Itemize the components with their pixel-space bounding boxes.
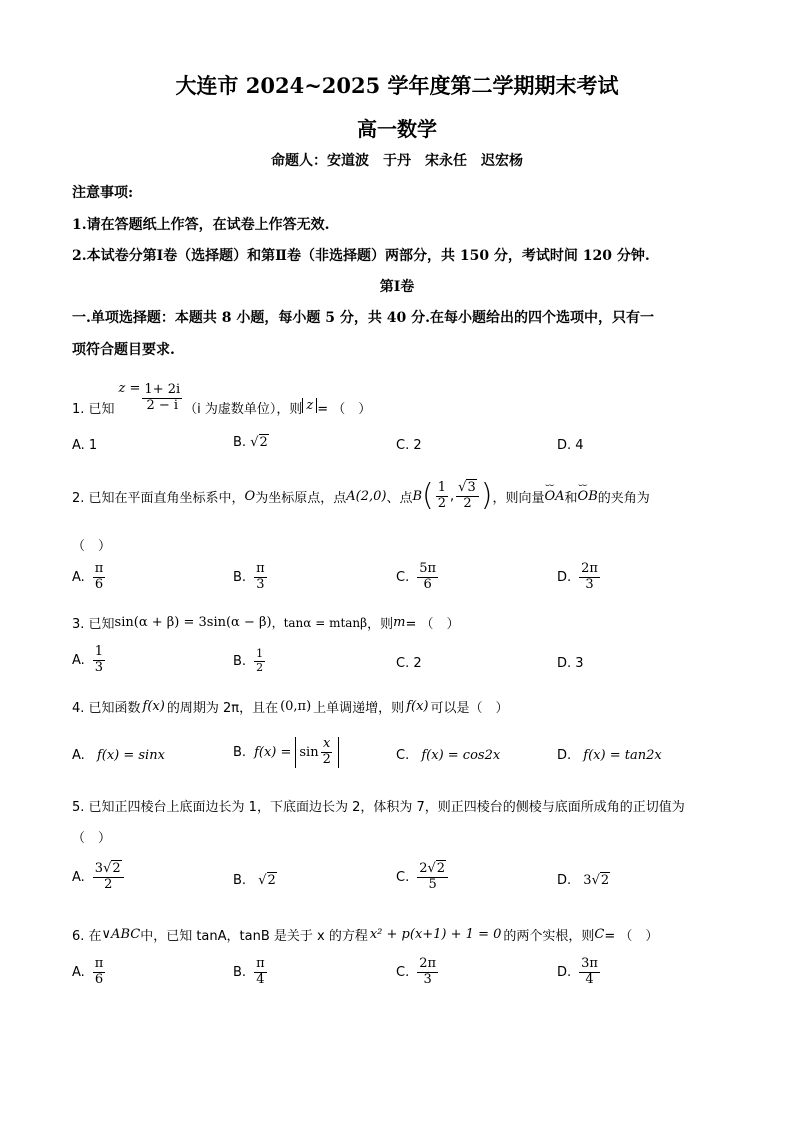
q5-line2: （ ） — [72, 831, 112, 846]
q6-prefix: 6. 在 — [72, 929, 102, 944]
q6-option-b: B. $\frac{\pi}{4}$ — [233, 956, 265, 987]
q6-option-a: A. $\frac{\pi}{6}$ — [72, 956, 104, 987]
q2-text-d: ，则向量 — [492, 490, 545, 506]
q2-text-a: 2. 已知在平面直角坐标系中， — [72, 490, 245, 506]
q3-end: = （ ） — [405, 617, 460, 632]
q4-mid1: 的周期为 2π，且在 — [166, 701, 279, 716]
q2-vector-ob: ⌣⌣ OB — [578, 489, 598, 504]
q2-text-b: 为坐标原点，点 — [255, 490, 347, 506]
q3-equation: sin(α + β) = 3sin(α − β) — [114, 615, 272, 630]
q4-option-c: C. f(x) = cos2x — [396, 748, 501, 763]
q1-option-b: B. √2 — [233, 435, 268, 450]
question-6 — [72, 925, 658, 944]
q2-option-b: B. $\frac{\pi}{3}$ — [233, 561, 265, 592]
q6-c: C — [594, 927, 605, 942]
section-instructions-line2: 项符合题目要求. — [72, 342, 175, 358]
q4-interval: (0,π) — [280, 699, 312, 714]
q2-paren-right: ) — [480, 478, 493, 513]
q3-option-b: B. $\frac{1}{2}$ — [233, 647, 264, 674]
q2-paren-left: ( — [422, 478, 434, 513]
q1-denominator: 2 − i — [146, 398, 179, 413]
question-2: 2. 已知在平面直角坐标系中， O 为坐标原点，点 A(2,0) 、点 B ( $\frac{1}{2}$ , $\frac{√3}{2}$ ) ，则向量 ⌣⌣ OA 和 ⌣⌣ OB 的夹角为 — [72, 470, 650, 522]
q1-abs-z: z — [302, 398, 317, 413]
q4-prefix: 4. 已知函数 — [72, 701, 141, 716]
question-1 — [72, 372, 371, 417]
q3-equation-2: ，tanα = mtanβ — [271, 616, 368, 630]
q5-option-c: C. $\frac{2√2}{5}$ — [396, 862, 450, 893]
q1-prefix: 1. 已知 — [72, 402, 115, 417]
q5-line1: 5. 已知正四棱台上底面边长为 1，下底面边长为 2，体积为 7，则正四棱台的侧棱与底面所成角的正切值为 — [72, 800, 685, 815]
q6-triangle: ∨ABC — [101, 927, 141, 942]
q3-m: m — [393, 615, 406, 630]
q4-option-d: D. f(x) = tan2x — [557, 748, 662, 763]
q3-text: ，则 — [367, 617, 394, 632]
q1-mid: （i 为虚数单位），则 — [184, 402, 303, 417]
q2-bx: $\frac{1}{2}$ — [437, 479, 447, 511]
question-4 — [72, 697, 509, 716]
q4-fx: f(x) — [142, 699, 165, 714]
notes-heading: 注意事项: — [72, 185, 134, 201]
q1-option-c: C. 2 — [396, 438, 422, 453]
q1-tail: = （ ） — [317, 402, 372, 417]
q2-vector-oa: ⌣⌣ OA — [544, 489, 564, 504]
exam-title: 大连市 2024~2025 学年度第二学期期末考试 — [175, 73, 619, 98]
q3-option-c: C. 2 — [396, 656, 422, 671]
q6-mid1: 中，已知 tanA，tanB 是关于 x 的方程 — [140, 929, 368, 944]
q1-fraction — [142, 383, 182, 414]
exam-authors: 命题人：安道波 于丹 宋永任 迟宏杨 — [271, 153, 523, 169]
q5-option-a: A. $\frac{3√2}{2}$ — [72, 862, 126, 893]
q6-tail: = （ ） — [604, 929, 659, 944]
q2-option-c: C. $\frac{5\pi}{6}$ — [396, 561, 437, 592]
part-label: 第Ⅰ卷 — [379, 279, 415, 295]
q6-option-d: D. $\frac{3\pi}{4}$ — [557, 956, 598, 987]
question-3 — [72, 613, 459, 632]
notes-item-2: 2.本试卷分第Ⅰ卷（选择题）和第Ⅱ卷（非选择题）两部分，共 150 分，考试时间 120 分钟. — [72, 248, 650, 264]
q1-option-d: D. 4 — [557, 438, 584, 453]
q1-z: z = — [118, 381, 141, 396]
q4-option-b: B. f(x) = sin $\frac{x}{2}$ — [233, 737, 339, 768]
q4-tail: 可以是（ ） — [430, 701, 509, 716]
section-instructions-line1: 一.单项选择题：本题共 8 小题，每小题 5 分，共 40 分.在每小题给出的四个选项中，只有一 — [72, 310, 654, 326]
q2-point-b-label: B — [412, 488, 423, 504]
q2-text-e: 的夹角为 — [597, 490, 650, 506]
q3-option-a: A. $\frac{1}{3}$ — [72, 644, 104, 675]
q4-mid2: 上单调递增，则 — [313, 701, 405, 716]
q1-option-a: A. 1 — [72, 438, 98, 453]
q4-fx2: f(x) — [406, 699, 429, 714]
q2-option-d: D. $\frac{2\pi}{3}$ — [557, 561, 598, 592]
q3-option-d: D. 3 — [557, 656, 584, 671]
notes-item-1: 1.请在答题纸上作答，在试卷上作答无效. — [72, 217, 330, 233]
q1-option-b-value: √2 — [250, 435, 268, 450]
q2-option-a: A. $\frac{\pi}{6}$ — [72, 561, 104, 592]
q6-mid2: 的两个实根，则 — [503, 929, 595, 944]
q5-option-b: B. √2 — [233, 873, 276, 888]
q3-prefix: 3. 已知 — [72, 617, 115, 632]
q6-option-c: C. $\frac{2\pi}{3}$ — [396, 956, 437, 987]
q5-option-d: D. 3√2 — [557, 873, 610, 888]
q6-equation: x² + p(x+1) + 1 = 0 — [369, 927, 502, 942]
q2-point-a: A(2,0) — [346, 488, 387, 504]
q2-text-and: 和 — [564, 490, 578, 506]
q2-by: $\frac{√3}{2}$ — [456, 481, 479, 512]
q2-paren-blank: （ ） — [72, 539, 112, 554]
q2-origin: O — [244, 488, 256, 504]
q2-text-c: 、点 — [386, 490, 413, 506]
q1-numerator: 1+ 2i — [144, 382, 181, 398]
exam-subject: 高一数学 — [357, 117, 437, 141]
q4-option-a: A. f(x) = sinx — [72, 748, 165, 763]
